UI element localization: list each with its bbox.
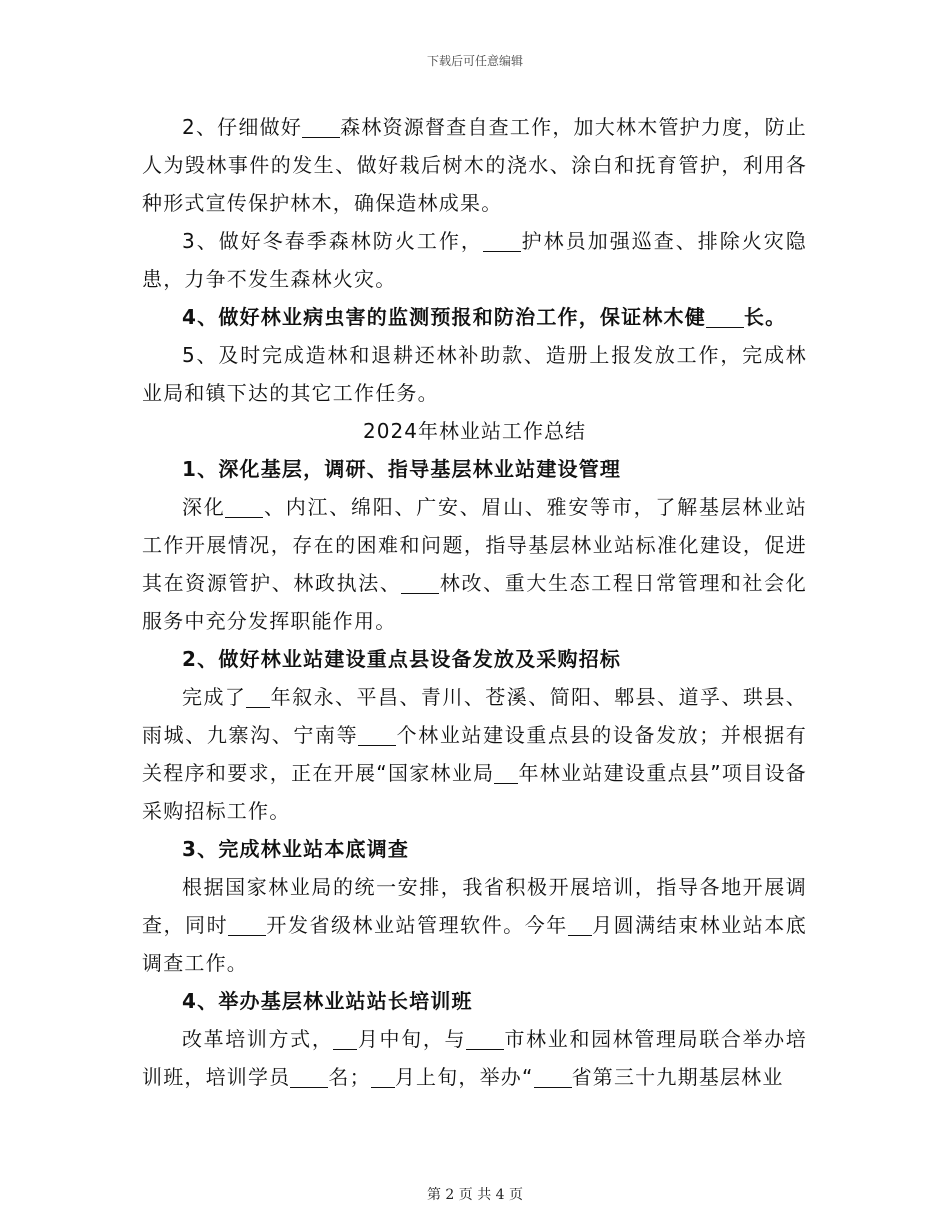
heading-3: 3、完成林业站本底调查: [182, 837, 410, 861]
fill-blank: [483, 231, 521, 252]
document-body: [142, 108, 807, 1096]
paragraph-deepen-grassroots: 深化 、内江、绵阳、广安、眉山、雅安等市，了解基层林业站工作开展情况，存在的困难和问题，指导基层林业站标准化建设，促进其在资源管护、林政执法、 林改、重大生态工程日常管理和社会化服务中充分发挥职能作用。: [142, 495, 807, 633]
fill-blank: [466, 1029, 504, 1050]
paragraph-training: 改革培训方式， 月中旬，与 市林业和园林管理局联合举办培训班，培训学员 名； 月上旬，举办“ 省第三十九期基层林业: [142, 1027, 808, 1089]
page-number: 第 2 页 共 4 页: [426, 1187, 524, 1203]
paragraph-5: 5、及时完成造林和退耕还林补助款、造册上报发放工作，完成林业局和镇下达的其它工作任务。: [142, 343, 807, 405]
fill-blank: [290, 1067, 328, 1088]
heading-4: 4、举办基层林业站站长培训班: [182, 989, 473, 1013]
page-header-note: 下载后可任意编辑: [426, 54, 523, 68]
section-title: 2024年林业站工作总结: [363, 419, 586, 443]
paragraph-equipment: 完成了 年叙永、平昌、青川、苍溪、简阳、郫县、道孚、珙县、雨城、九寨沟、宁南等 个林业站建设重点县的设备发放；并根据有关程序和要求，正在开展“国家林业局 年林业站建设重点县”项目设备采购招标工作。: [142, 685, 808, 823]
heading-2: 2、做好林业站建设重点县设备发放及采购招标: [182, 647, 622, 671]
fill-blank: [302, 117, 340, 138]
heading-1: 1、深化基层，调研、指导基层林业站建设管理: [182, 457, 622, 481]
fill-blank: [568, 915, 592, 936]
paragraph-4: 4、做好林业病虫害的监测预报和防治工作，保证林木健 长。: [182, 305, 787, 329]
fill-blank: [246, 687, 270, 708]
fill-blank: [401, 573, 439, 594]
paragraph-survey: 根据国家林业局的统一安排，我省积极开展培训，指导各地开展调查，同时 开发省级林业站管理软件。今年 月圆满结束林业站本底调查工作。: [142, 875, 807, 975]
fill-blank: [228, 915, 266, 936]
paragraph-2: 2、仔细做好 森林资源督查自查工作，加大林木管护力度，防止人为毁林事件的发生、做好栽后树木的浇水、涂白和抚育管护，利用各种形式宣传保护林木，确保造林成果。: [142, 115, 807, 215]
fill-blank: [333, 1029, 357, 1050]
fill-blank: [494, 763, 518, 784]
paragraph-3: 3、做好冬春季森林防火工作， 护林员加强巡查、排除火灾隐患，力争不发生森林火灾。: [142, 229, 807, 291]
fill-blank: [225, 497, 263, 518]
fill-blank: [371, 1067, 395, 1088]
fill-blank: [358, 725, 396, 746]
fill-blank: [534, 1067, 572, 1088]
fill-blank: [706, 307, 744, 328]
